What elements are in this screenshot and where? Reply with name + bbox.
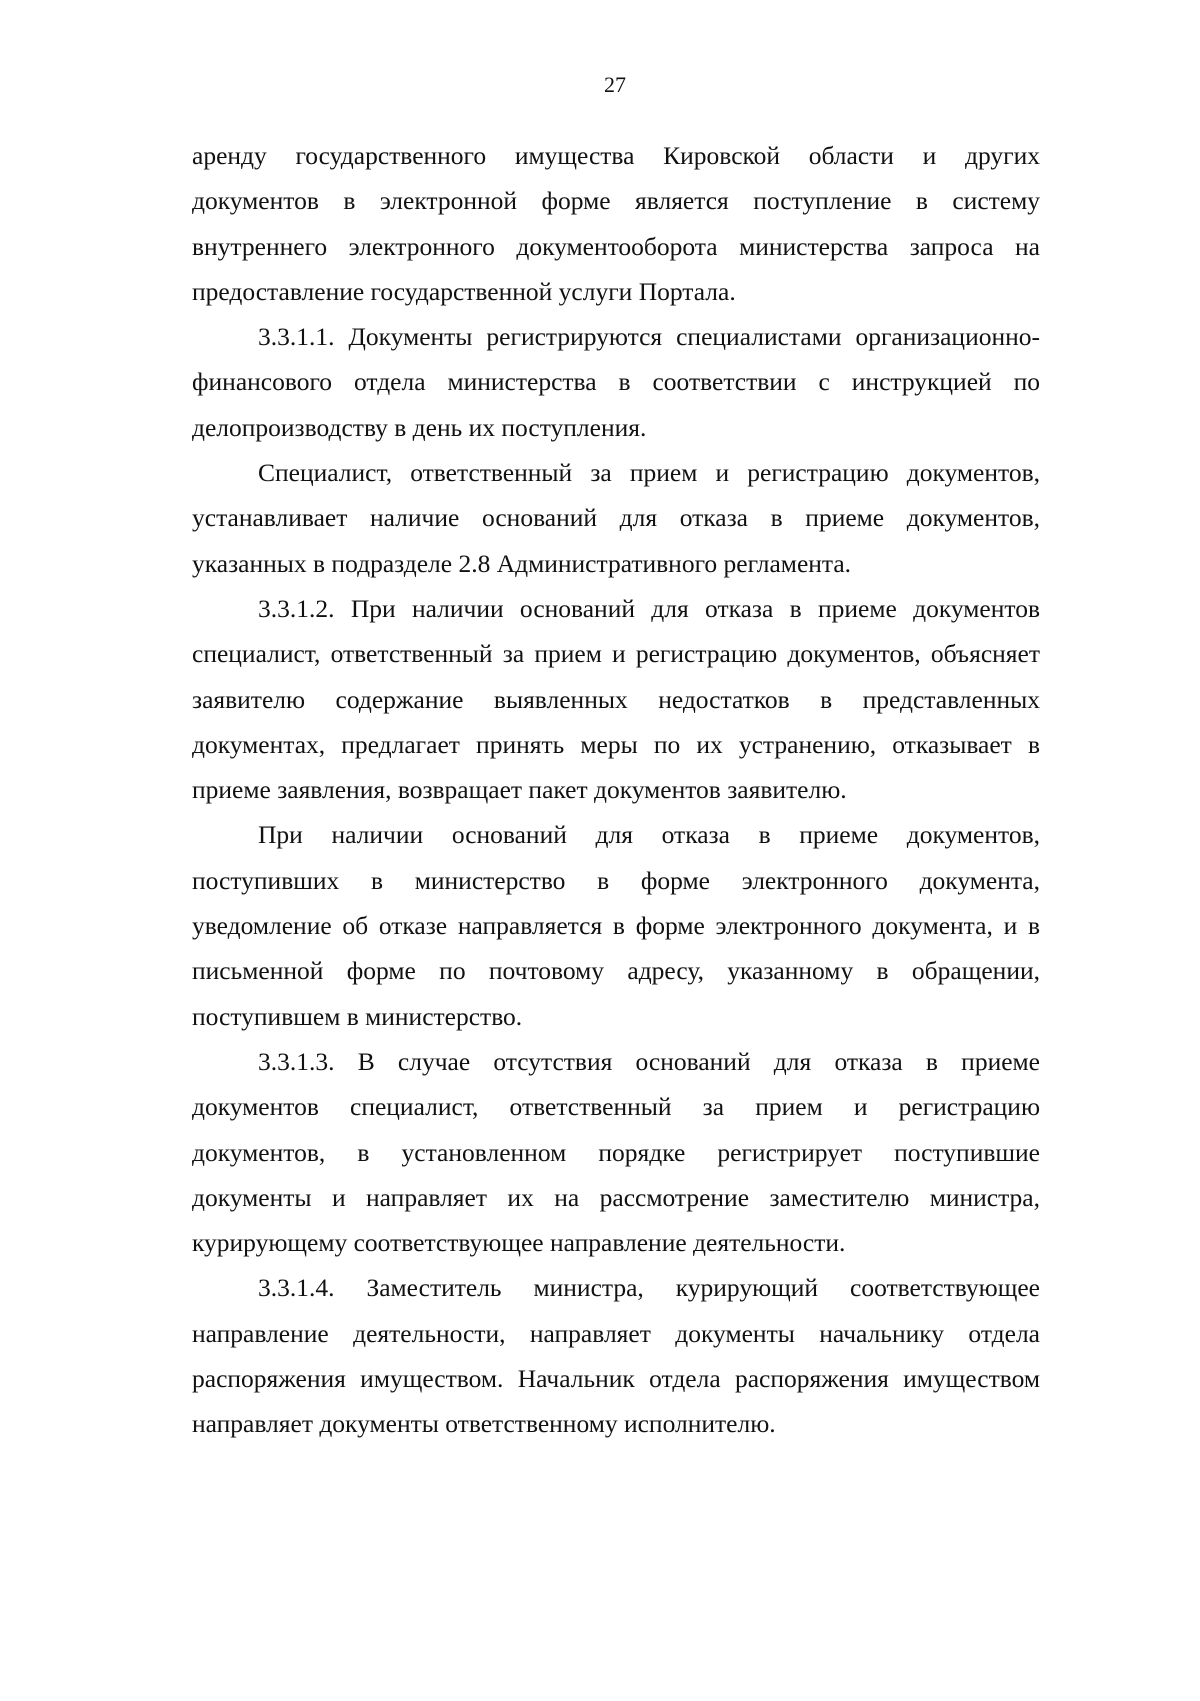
paragraph [192,812,1040,1038]
text-line: заявителю содержание выявленных недостатков в представленных [192,684,1040,714]
page-number: 27 [604,72,626,97]
text-line: Специалист, ответственный за прием и регистрацию документов, [258,458,1040,488]
paragraph [192,314,1040,450]
document-body [192,133,1040,1447]
text-line: письменной форме по почтовому адресу, указанному в обращении, [192,956,1040,986]
text-line: направление деятельности, направляет документы начальнику отдела [192,1318,1040,1348]
text-line: делопроизводству в день их поступления. [192,412,647,442]
text-line: документов в электронной форме является поступление в систему [192,186,1040,216]
paragraph [192,586,1040,812]
text-line: 3.3.1.1. Документы регистрируются специалистами организационно- [258,322,1040,352]
text-line: указанных в подразделе 2.8 Административного регламента. [192,548,852,578]
text-line: специалист, ответственный за прием и регистрацию документов, объясняет [192,639,1040,669]
paragraph [192,1039,1040,1265]
text-line: распоряжения имуществом. Начальник отдела распоряжения имуществом [192,1364,1040,1394]
text-line: финансового отдела министерства в соответствии с инструкцией по [192,367,1040,397]
paragraph [192,450,1040,586]
text-line: устанавливает наличие оснований для отказа в приеме документов, [192,503,1040,533]
text-line: приеме заявления, возвращает пакет документов заявителю. [192,775,847,805]
text-line: При наличии оснований для отказа в приеме документов, [258,820,1040,850]
text-line: поступивших в министерство в форме электронного документа, [192,865,1040,895]
text-line: аренду государственного имущества Кировской области и других [192,141,1040,170]
text-line: документах, предлагает принять меры по их устранению, отказывает в [192,729,1040,759]
paragraph [192,1265,1040,1446]
text-line: внутреннего электронного документооборота министерства запроса на [192,231,1040,261]
text-line: 3.3.1.4. Заместитель министра, курирующий соответствующее [258,1273,1040,1303]
text-line: поступившем в министерство. [192,1001,523,1031]
text-line: предоставление государственной услуги Портала. [192,276,736,306]
text-line: курирующему соответствующее направление деятельности. [192,1228,846,1258]
text-line: документов, в установленном порядке регистрирует поступившие [192,1137,1040,1167]
text-line: направляет документы ответственному исполнителю. [192,1409,776,1439]
text-line: 3.3.1.3. В случае отсутствия оснований для отказа в приеме [258,1046,1040,1076]
paragraph [192,133,1040,314]
text-line: документы и направляет их на рассмотрение заместителю министра, [192,1182,1040,1212]
text-line: документов специалист, ответственный за прием и регистрацию [192,1092,1040,1122]
text-line: 3.3.1.2. При наличии оснований для отказа в приеме документов [258,593,1040,623]
text-line: уведомление об отказе направляется в форме электронного документа, и в [192,911,1040,941]
